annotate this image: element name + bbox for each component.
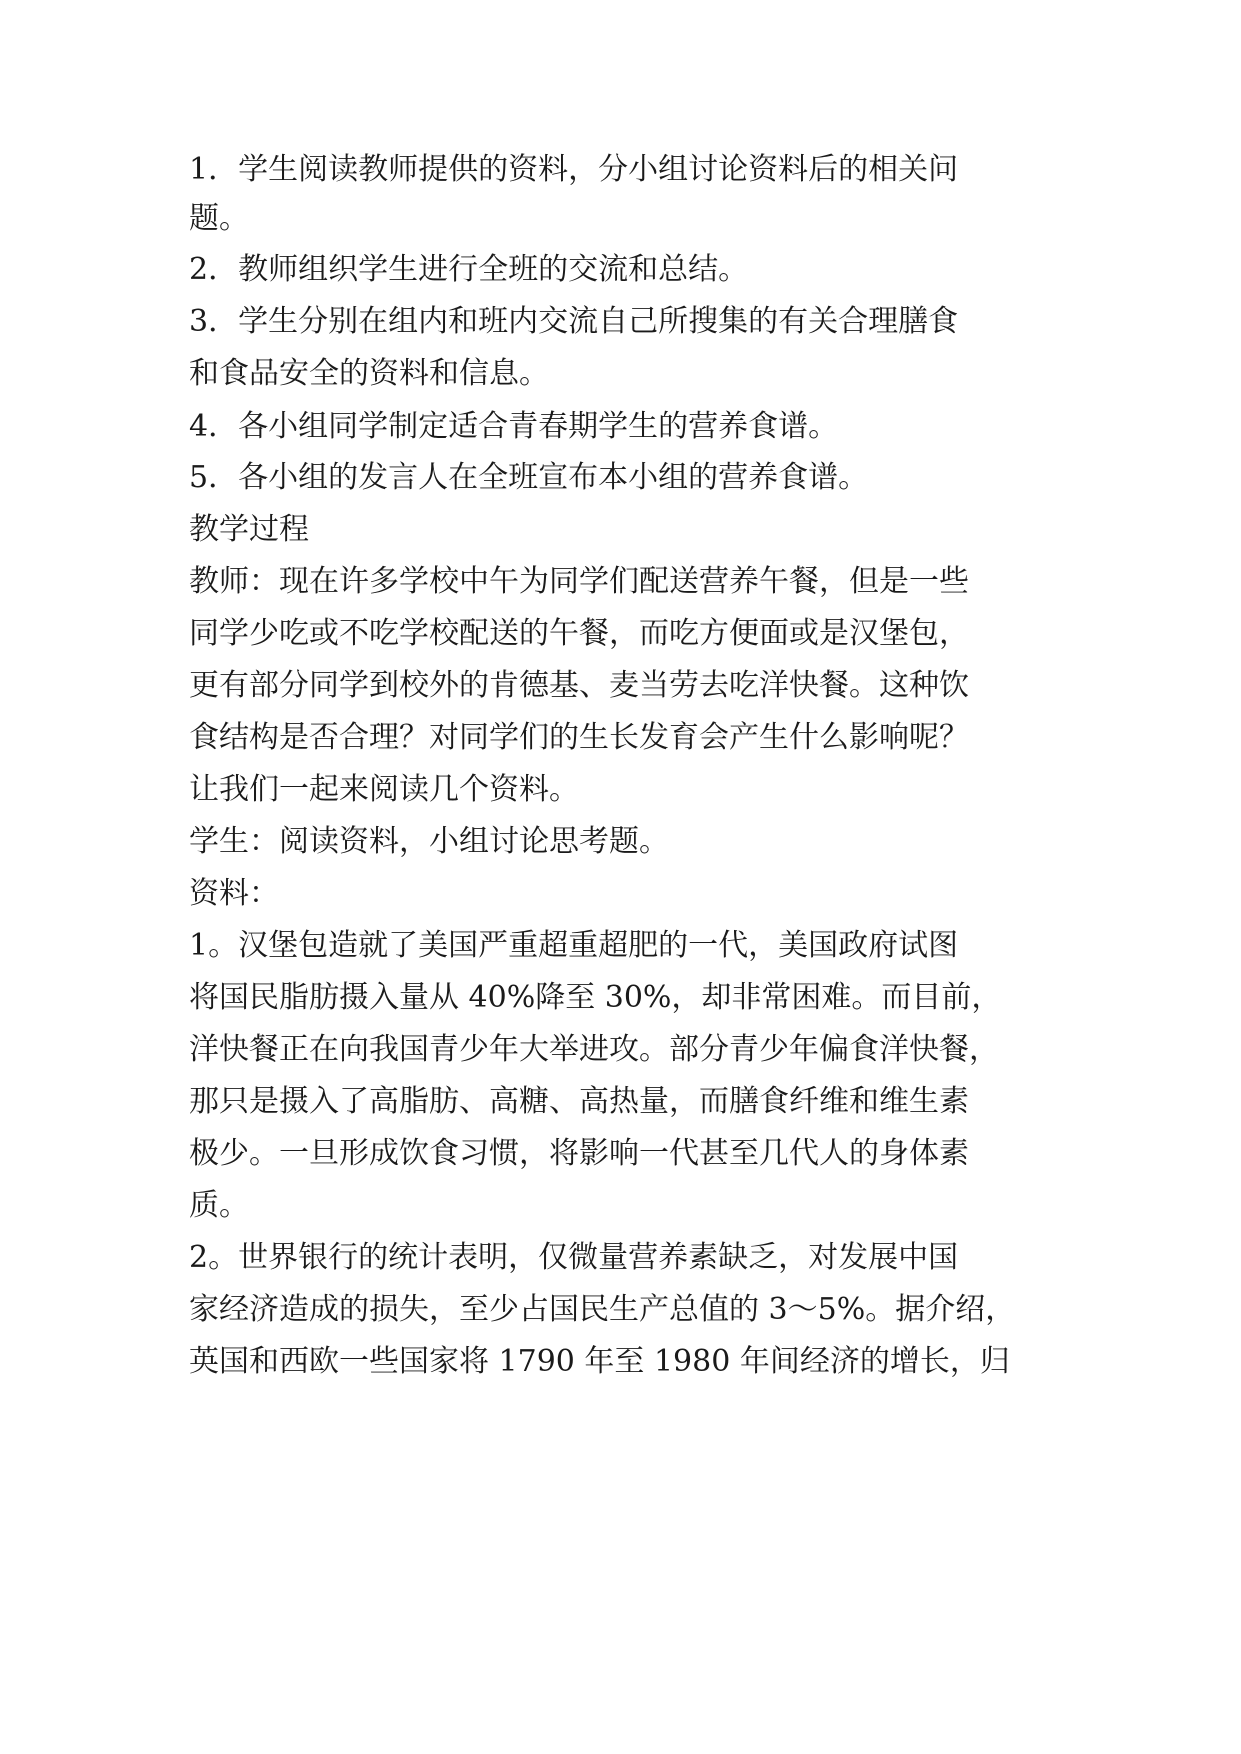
text-line: 1．学生阅读教师提供的资料，分小组讨论资料后的相关问 <box>189 152 959 187</box>
text-line: 让我们一起来阅读几个资料。 <box>189 772 579 807</box>
text-line: 学生：阅读资料，小组讨论思考题。 <box>189 824 669 859</box>
text-line: 2．教师组织学生进行全班的交流和总结。 <box>189 252 749 287</box>
text-line: 同学少吃或不吃学校配送的午餐，而吃方便面或是汉堡包， <box>189 616 969 651</box>
text-line: 4．各小组同学制定适合青春期学生的营养食谱。 <box>189 409 839 444</box>
text-line: 那只是摄入了高脂肪、高糖、高热量，而膳食纤维和维生素 <box>189 1084 969 1119</box>
text-line: 2。世界银行的统计表明，仅微量营养素缺乏，对发展中国 <box>189 1240 959 1275</box>
text-line: 5．各小组的发言人在全班宣布本小组的营养食谱。 <box>189 460 869 495</box>
text-line: 和食品安全的资料和信息。 <box>189 356 549 391</box>
text-line: 3．学生分别在组内和班内交流自己所搜集的有关合理膳食 <box>189 304 959 339</box>
text-line: 家经济造成的损失，至少占国民生产总值的 3～5%。据介绍， <box>189 1292 1016 1327</box>
text-line: 题。 <box>189 201 249 236</box>
text-line: 更有部分同学到校外的肯德基、麦当劳去吃洋快餐。这种饮 <box>189 668 969 703</box>
text-line: 教师：现在许多学校中午为同学们配送营养午餐，但是一些 <box>189 564 969 599</box>
text-line: 将国民脂肪摄入量从 40%降至 30%，却非常困难。而目前， <box>189 980 1002 1015</box>
text-line: 食结构是否合理？对同学们的生长发育会产生什么影响呢？ <box>189 720 969 755</box>
text-line: 英国和西欧一些国家将 1790 年至 1980 年间经济的增长，归 <box>189 1344 1010 1379</box>
text-line: 洋快餐正在向我国青少年大举进攻。部分青少年偏食洋快餐， <box>189 1032 999 1067</box>
section-heading: 教学过程 <box>189 512 309 547</box>
text-line: 1。汉堡包造就了美国严重超重超肥的一代，美国政府试图 <box>189 928 959 963</box>
text-line: 质。 <box>189 1188 249 1223</box>
text-line: 极少。一旦形成饮食习惯，将影响一代甚至几代人的身体素 <box>189 1136 969 1171</box>
text-line: 资料： <box>189 876 279 911</box>
